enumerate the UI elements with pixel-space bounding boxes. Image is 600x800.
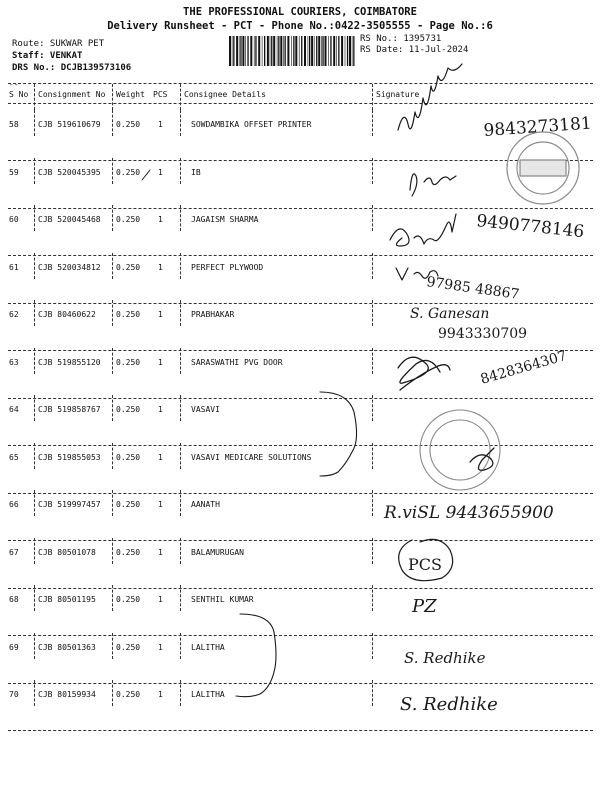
cell-sno: 59 (9, 167, 19, 177)
cell-consignment: CJB 80460622 (38, 310, 96, 319)
handwritten-note-70: S. Redhike (400, 694, 498, 715)
cell-consignee: BALAMURUGAN (191, 547, 244, 557)
handwritten-phone-62: 9943330709 (438, 326, 528, 342)
drs-number: DRS No.: DCJB139573106 (12, 63, 132, 73)
cell-sno: 63 (9, 357, 19, 367)
cell-pcs: 1 (158, 547, 163, 557)
cell-consignee: PRABHAKAR (191, 310, 235, 319)
cell-weight: 0.250 (116, 500, 141, 509)
cell-consignee: AANATH (191, 500, 220, 509)
cell-consignment: CJB 519855120 (38, 357, 101, 367)
weight-tick-59 (142, 170, 150, 180)
cell-sno: 68 (9, 595, 19, 604)
header-pcs: PCS (153, 90, 168, 99)
handwritten-phone-63: 8428364307 (478, 347, 569, 388)
cell-consignment: CJB 519855053 (38, 452, 101, 462)
cell-consignee: VASAVI (191, 405, 220, 414)
handwritten-note-69: S. Redhike (404, 649, 486, 667)
cell-pcs: 1 (158, 167, 163, 177)
cell-pcs: 1 (158, 262, 163, 272)
cell-consignee: LALITHA (191, 642, 225, 652)
cell-pcs: 1 (158, 120, 163, 129)
handwritten-phone-61: 97985 48867 (425, 274, 521, 303)
company-title: THE PROFESSIONAL COURIERS, COIMBATORE (183, 6, 417, 18)
leading-dashes: -- (9, 80, 19, 89)
cell-sno: 65 (9, 452, 19, 462)
route-label: Route: SUKWAR PET (12, 39, 105, 49)
company-stamp (507, 132, 579, 204)
cell-consignment: CJB 519997457 (38, 500, 101, 509)
cell-consignment: CJB 520045395 (38, 167, 101, 177)
bracket-64-65 (320, 392, 357, 476)
cell-sno: 60 (9, 215, 19, 224)
handwritten-name-62: S. Ganesan (410, 306, 490, 322)
cell-consignment: CJB 519858767 (38, 405, 101, 414)
cell-consignee: SENTHIL KUMAR (191, 595, 254, 604)
staff-label: Staff: VENKAT (12, 51, 83, 61)
cell-weight: 0.250 (116, 547, 141, 557)
cell-sno: 67 (9, 547, 19, 557)
cell-weight: 0.250 (116, 167, 141, 177)
rs-number: RS No.: 1395731 (360, 34, 442, 44)
cell-weight: 0.250 (116, 595, 141, 604)
cell-sno: 66 (9, 500, 19, 509)
cell-consignee: VASAVI MEDICARE SOLUTIONS (191, 452, 312, 462)
cell-consignee: IB (191, 167, 201, 177)
cell-weight: 0.250 (116, 357, 141, 367)
cell-consignment: CJB 80501078 (38, 547, 96, 557)
header-sno: S No (9, 90, 29, 99)
cell-weight: 0.250 (116, 452, 141, 462)
cell-weight: 0.250 (116, 405, 141, 414)
signature-65 (470, 448, 494, 470)
cell-sno: 64 (9, 405, 19, 414)
signature-58 (398, 64, 462, 130)
cell-consignment: CJB 520045468 (38, 215, 101, 224)
cell-weight: 0.250 (116, 642, 141, 652)
cell-pcs: 1 (158, 500, 163, 509)
header-signature: Signature (376, 90, 420, 99)
header-consignee: Consignee Details (184, 90, 266, 99)
cell-consignment: CJB 519610679 (38, 120, 101, 129)
cell-weight: 0.250 (116, 262, 141, 272)
cell-pcs: 1 (158, 405, 163, 414)
handwritten-note-68: PCS (408, 555, 442, 574)
cell-sno: 69 (9, 642, 19, 652)
cell-pcs: 1 (158, 452, 163, 462)
cell-consignment: CJB 80501363 (38, 642, 96, 652)
cell-weight: 0.250 (116, 310, 141, 319)
handwritten-note-66: R.viSL 9443655900 (384, 503, 554, 523)
cell-pcs: 1 (158, 357, 163, 367)
header-weight: Weight (116, 90, 145, 99)
cell-pcs: 1 (158, 595, 163, 604)
signature-60 (390, 214, 456, 246)
signature-63 (398, 357, 450, 390)
cell-weight: 0.250 (116, 690, 141, 699)
cell-consignment: CJB 80159934 (38, 690, 96, 699)
cell-consignee: PERFECT PLYWOOD (191, 262, 264, 272)
stamp-65 (420, 410, 500, 490)
cell-sno: 61 (9, 262, 19, 272)
cell-weight: 0.250 (116, 215, 141, 224)
rs-date: RS Date: 11-Jul-2024 (360, 45, 469, 55)
cell-consignee: JAGAISM SHARMA (191, 215, 259, 224)
cell-consignee: LALITHA (191, 690, 225, 699)
header-consignment: Consignment No (38, 90, 106, 99)
cell-sno: 62 (9, 310, 19, 319)
signature-59 (410, 174, 456, 196)
cell-sno: 70 (9, 690, 19, 699)
cell-pcs: 1 (158, 310, 163, 319)
bracket-69-70 (236, 614, 276, 697)
cell-pcs: 1 (158, 690, 163, 699)
cell-consignment: CJB 520034812 (38, 262, 101, 272)
cell-consignment: CJB 80501195 (38, 595, 96, 604)
handwritten-phone-60: 9490778146 (475, 211, 586, 243)
cell-consignee: SARASWATHI PVG DOOR (191, 357, 283, 367)
cell-pcs: 1 (158, 642, 163, 652)
cell-pcs: 1 (158, 215, 163, 224)
cell-weight: 0.250 (116, 120, 141, 129)
cell-consignee: SOWDAMBIKA OFFSET PRINTER (191, 120, 312, 129)
handwritten-phone-58: 9843273181 (482, 113, 593, 141)
runsheet-subtitle: Delivery Runsheet - PCT - Phone No.:0422-3505555 - Page No.:6 (107, 20, 493, 32)
handwritten-note-68b: PZ (412, 596, 437, 617)
cell-sno: 58 (9, 120, 19, 129)
